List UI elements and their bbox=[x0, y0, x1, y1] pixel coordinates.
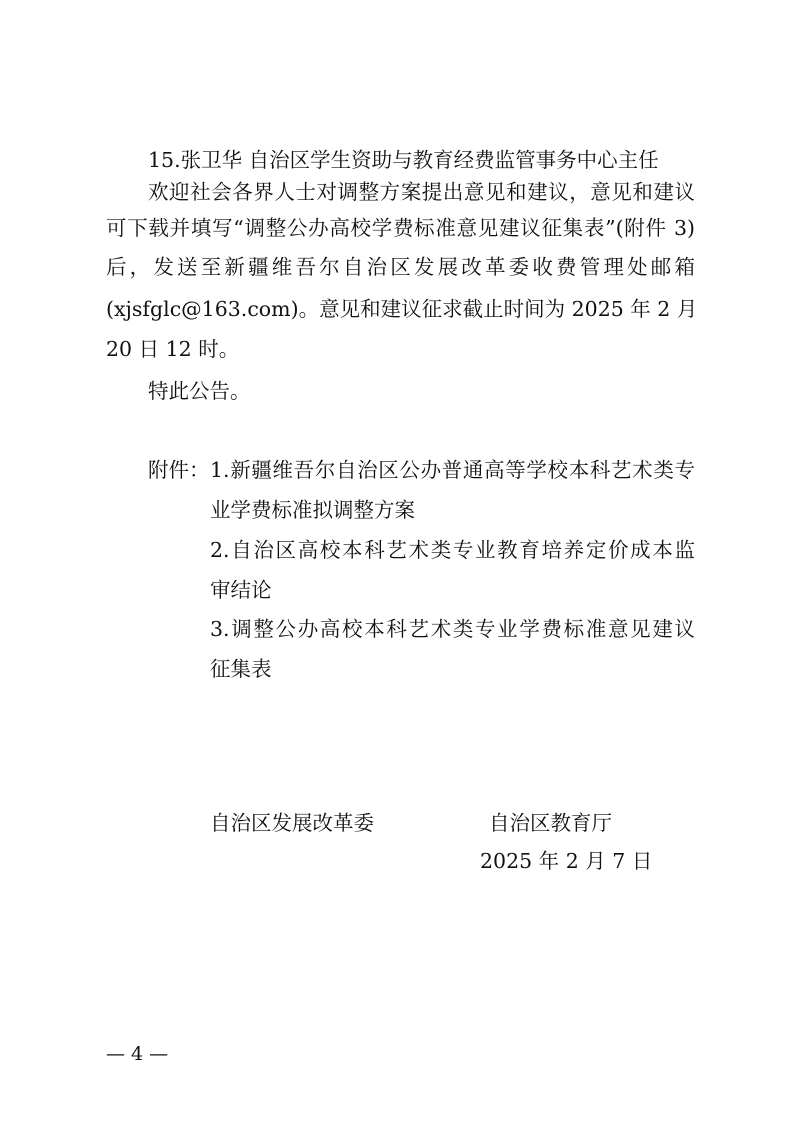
issuer-ndrc: 自治区发展改革委 bbox=[210, 811, 374, 835]
issuer-education: 自治区教育厅 bbox=[489, 811, 612, 835]
attachment-2-line-1: 2.自治区高校本科艺术类专业教育培养定价成本监 bbox=[210, 538, 695, 562]
body-line-1 bbox=[148, 176, 695, 208]
page-number: — 4 — bbox=[106, 1043, 169, 1065]
attachment-1-line-1: 1.新疆维吾尔自治区公办普通高等学校本科艺术类专 bbox=[210, 458, 695, 482]
body-line-4: (xjsfglc@163.com)。意见和建议征求截止时间为 2025 年 2 月 bbox=[106, 297, 698, 321]
body-line-2: 可下载并填写“调整公办高校学费标准意见建议征集表”(附件 3) bbox=[106, 216, 695, 240]
attachment-1-line-2: 业学费标准拟调整方案 bbox=[210, 498, 415, 522]
issue-date: 2025 年 2 月 7 日 bbox=[480, 849, 653, 873]
attachments-label: 附件： bbox=[148, 458, 210, 482]
body-text: 欢迎社会各界人士对调整方案提出意见和建议，意见和建议 bbox=[148, 180, 695, 204]
body-line-5: 20 日 12 时。 bbox=[106, 337, 240, 361]
member-line: 15.张卫华 自治区学生资助与教育经费监管事务中心主任 bbox=[148, 148, 659, 172]
closing-text: 特此公告。 bbox=[148, 379, 251, 403]
attachment-2-line-2: 审结论 bbox=[210, 578, 272, 602]
body-line-3: 后，发送至新疆维吾尔自治区发展改革委收费管理处邮箱 bbox=[106, 255, 695, 279]
attachment-3-line-2: 征集表 bbox=[210, 657, 272, 681]
attachment-3-line-1: 3.调整公办高校本科艺术类专业学费标准意见建议 bbox=[210, 617, 695, 641]
